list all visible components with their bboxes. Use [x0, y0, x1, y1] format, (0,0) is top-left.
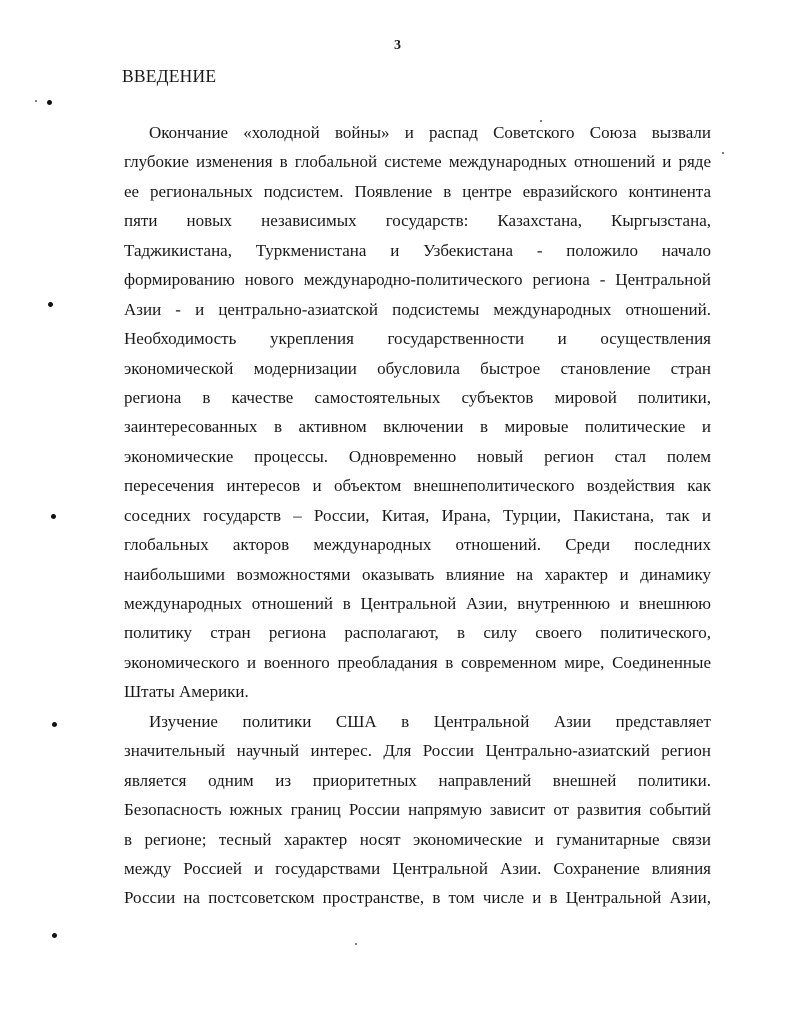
text-line: Окончание «холодной войны» и распад Советского Союза вызвали: [149, 123, 711, 142]
text-line: международных отношений в Центральной Азии, внутреннюю и внешнюю: [124, 594, 711, 613]
text-line: между Россией и государствами Центральной Азии. Сохранение влияния: [124, 858, 711, 878]
text-line: Штаты Америки.: [124, 682, 249, 702]
text-line: значительный научный интерес. Для России Центрально-азиатский регион: [124, 741, 711, 761]
scan-mark: [51, 514, 56, 519]
text-line: Таджикистана, Туркменистана и Узбекистана - положило начало: [124, 240, 711, 260]
scan-speck: [540, 120, 542, 122]
text-line: пяти новых независимых государств: Казахстана, Кыргызстана,: [124, 211, 711, 231]
body-text: [124, 118, 711, 913]
scan-speck: [722, 152, 724, 154]
text-line: Необходимость укрепления государственности и осуществления: [124, 329, 711, 349]
scan-speck: [355, 943, 357, 945]
text-line: является одним из приоритетных направлений внешней политики.: [124, 770, 711, 790]
scan-mark: [47, 100, 52, 105]
text-line: Изучение политики США в Центральной Азии представляет: [149, 711, 711, 731]
text-line: соседних государств – России, Китая, Ирана, Турции, Пакистана, так и: [124, 505, 711, 525]
text-line: заинтересованных в активном включении в мировые политические и: [124, 417, 711, 437]
text-line: ее региональных подсистем. Появление в центре евразийского континента: [124, 181, 711, 201]
text-line: региона в качестве самостоятельных субъектов мировой политики,: [124, 387, 711, 407]
text-line: России на постсоветском пространстве, в том числе и в Центральной Азии,: [124, 888, 711, 908]
scan-mark: [52, 722, 57, 727]
page-number: 3: [394, 38, 401, 53]
text-line: экономические процессы. Одновременно новый регион стал полем: [124, 446, 711, 466]
scan-speck: [35, 100, 37, 102]
text-line: наибольшими возможностями оказывать влияние на характер и динамику: [124, 564, 711, 584]
text-line: Азии - и центрально-азиатской подсистемы международных отношений.: [124, 299, 711, 319]
text-line: в регионе; тесный характер носят экономические и гуманитарные связи: [124, 829, 711, 849]
text-line: глубокие изменения в глобальной системе международных отношений и ряде: [124, 152, 711, 172]
text-line: экономического и военного преобладания в современном мире, Соединенные: [124, 652, 711, 672]
text-line: пересечения интересов и объектом внешнеполитического воздействия как: [124, 476, 711, 496]
text-line: глобальных акторов международных отношений. Среди последних: [124, 535, 711, 555]
section-heading: ВВЕДЕНИЕ: [122, 66, 217, 86]
text-line: экономической модернизации обусловила быстрое становление стран: [124, 358, 711, 378]
scan-mark: [52, 933, 57, 938]
text-line: Безопасность южных границ России напрямую зависит от развития событий: [124, 800, 711, 820]
scan-mark: [48, 302, 53, 307]
text-line: политику стран региона располагают, в силу своего политического,: [124, 623, 711, 643]
text-line: формированию нового международно-политического региона - Центральной: [124, 270, 711, 290]
